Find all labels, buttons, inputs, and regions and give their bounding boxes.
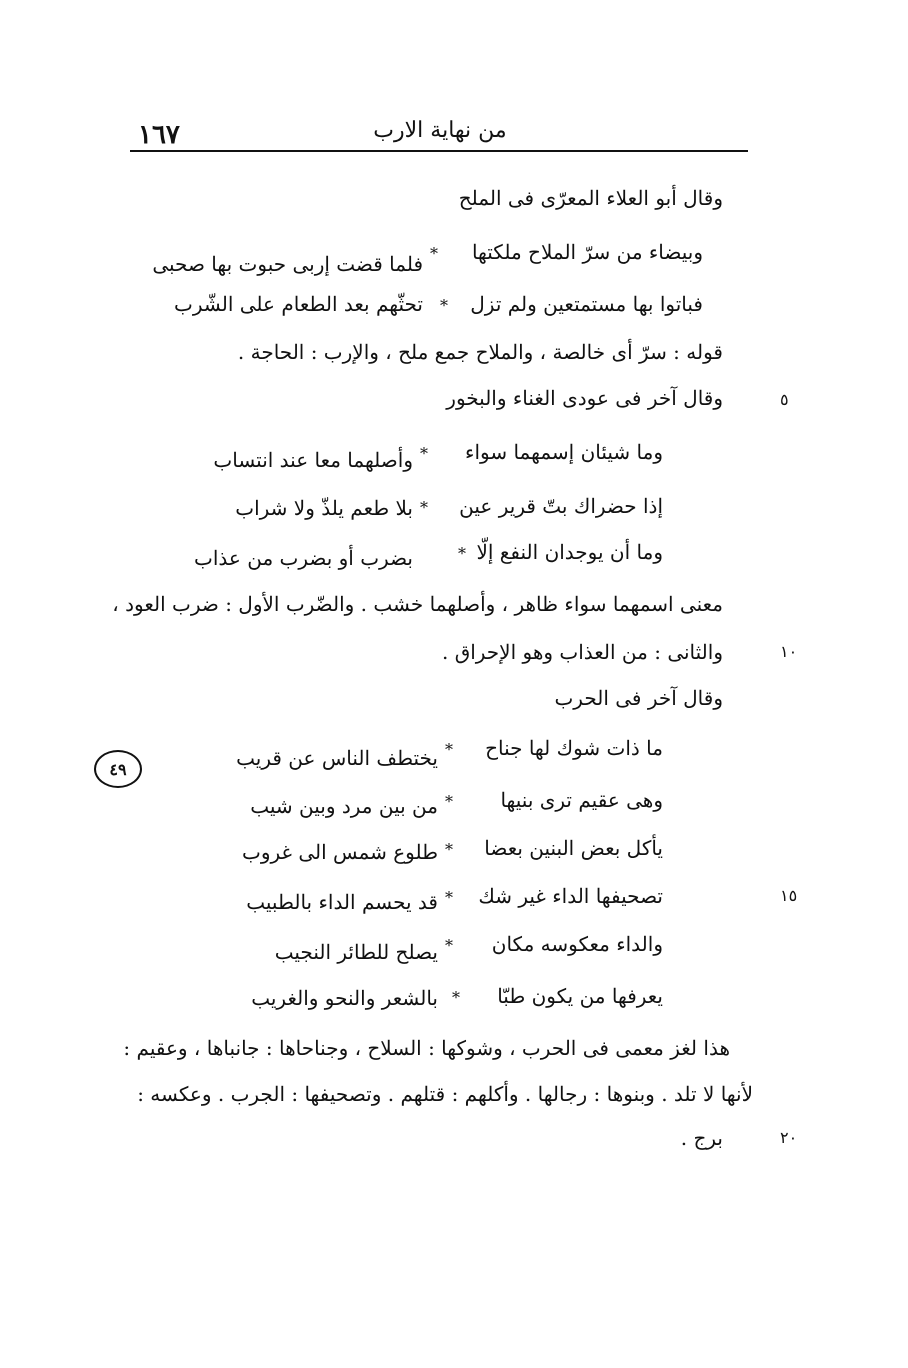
verse-separator: * (420, 444, 428, 463)
verse-separator: * (445, 792, 453, 811)
heading-maarri: وقال أبو العلاء المعرّى فى الملح (458, 186, 723, 210)
running-title: من نهاية الارب (373, 118, 507, 143)
verse-second-half: تحثّهم بعد الطعام على الشّرب (174, 292, 423, 316)
verse-second-half: طلوع شمس الى غروب (242, 840, 438, 864)
margin-line-number: ٢٠ (780, 1128, 798, 1147)
commentary-line: لأنها لا تلد . وبنوها : رجالها . وأكلهم : قتلهم . وتصحيفها : الجرب . وعكسه : (137, 1082, 753, 1106)
margin-line-number: ٥ (780, 390, 789, 409)
verse-first-half: وما شيئان إسمهما سواء (465, 440, 663, 464)
verse-separator: * (430, 244, 438, 263)
verse-second-half: من بين مرد وبين شيب (250, 794, 438, 818)
commentary-line: هذا لغز معمى فى الحرب ، وشوكها : السلاح ، وجناحاها : جانباها ، وعقيم : (123, 1036, 730, 1060)
verse-second-half: بالشعر والنحو والغريب (251, 986, 438, 1010)
verse-separator: * (445, 740, 453, 759)
page-number: ١٦٧ (138, 120, 180, 150)
verse-separator: * (452, 988, 460, 1007)
margin-line-number: ١٥ (780, 886, 798, 905)
verse-first-half: يعرفها من يكون طبّا (497, 984, 663, 1008)
verse-second-half: فلما قضت إربى حبوت بها صحبى (152, 252, 423, 276)
margin-line-number: ١٠ (780, 642, 798, 661)
verse-separator: * (445, 888, 453, 907)
verse-first-half: فباتوا بها مستمتعين ولم تزل (470, 292, 703, 316)
verse-first-half: وبيضاء من سرّ الملاح ملكتها (471, 240, 703, 264)
verse-first-half: إذا حضراك بتّ قرير عين (459, 494, 663, 518)
verse-separator: * (458, 544, 466, 563)
verse-first-half: والداء معكوسه مكان (491, 932, 663, 956)
verse-second-half: بضرب أو بضرب من عذاب (194, 546, 413, 570)
verse-second-half: وأصلهما معا عند انتساب (213, 448, 413, 472)
commentary-line: برج . (680, 1126, 723, 1150)
verse-first-half: وما أن يوجدان النفع إلّا (476, 540, 663, 564)
commentary-line: معنى اسمهما سواء ظاهر ، وأصلهما خشب . والضّرب الأول : ضرب العود ، (112, 592, 723, 616)
heading-oud-incense: وقال آخر فى عودى الغناء والبخور (446, 386, 723, 410)
verse-second-half: يختطف الناس عن قريب (236, 746, 438, 770)
verse-separator: * (445, 936, 453, 955)
header-rule (130, 150, 748, 152)
verse-first-half: ما ذات شوك لها جناح (485, 736, 663, 760)
verse-first-half: وهى عقيم ترى بنيها (500, 788, 663, 812)
commentary-line: والثانى : من العذاب وهو الإحراق . (441, 640, 723, 664)
verse-separator: * (445, 840, 453, 859)
stamp-text: ٤٩ (109, 759, 127, 779)
verse-first-half: تصحيفها الداء غير شك (478, 884, 663, 908)
verse-first-half: يأكل بعض البنين بعضا (484, 836, 663, 860)
verse-second-half: يصلح للطائر النجيب (274, 940, 438, 964)
verse-second-half: قد يحسم الداء بالطبيب (246, 890, 438, 914)
library-stamp (94, 750, 142, 788)
verse-separator: * (440, 296, 448, 315)
heading-war: وقال آخر فى الحرب (554, 686, 723, 710)
verse-separator: * (420, 498, 428, 517)
commentary-line: قوله : سرّ أى خالصة ، والملاح جمع ملح ، والإرب : الحاجة . (237, 340, 723, 364)
verse-second-half: بلا طعم يلذّ ولا شراب (235, 496, 413, 520)
